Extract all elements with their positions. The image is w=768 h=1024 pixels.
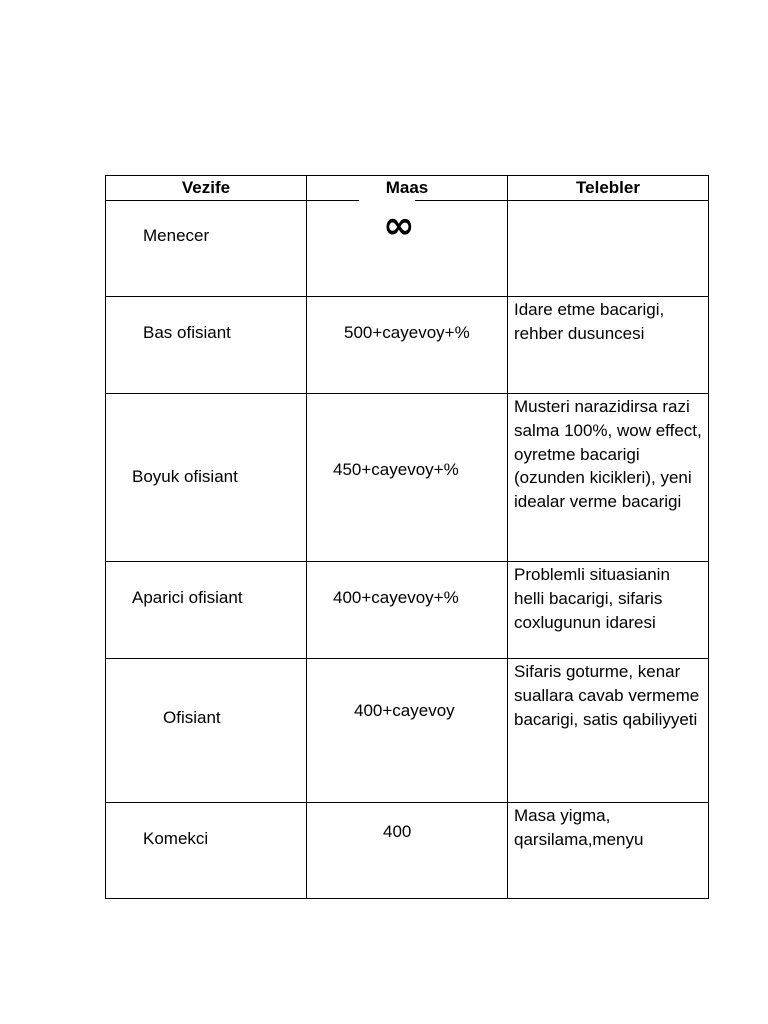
cell-requirements: [508, 803, 709, 899]
cell-requirements: [508, 394, 709, 562]
header-position: Vezife: [106, 176, 307, 201]
requirements-text: Idare etme bacarigi, rehber dusuncesi: [514, 300, 665, 343]
position-label: Menecer: [143, 226, 210, 245]
header-salary-label: Maas: [385, 178, 429, 197]
requirements-text: Musteri narazidirsa razi salma 100%, wow effect, oyretme bacarigi (ozunden kicikleri), yeni idealar verme bacarigi: [514, 397, 702, 512]
requirements-text: Masa yigma, qarsilama,menyu: [514, 806, 644, 849]
salary-value: 400+cayevoy: [354, 701, 455, 720]
cell-position: [106, 201, 307, 297]
cell-salary: [307, 659, 508, 803]
position-label: Aparici ofisiant: [132, 588, 243, 607]
requirements-text: Problemli situasianin helli bacarigi, sifaris coxlugunun idaresi: [514, 565, 670, 632]
salary-value: 450+cayevoy+%: [333, 460, 459, 479]
cell-requirements: [508, 201, 709, 297]
cell-salary: [307, 297, 508, 394]
cell-position: [106, 394, 307, 562]
salary-value: 400: [383, 822, 412, 841]
salary-value: 500+cayevoy+%: [344, 323, 470, 342]
position-label: Ofisiant: [163, 708, 221, 727]
cell-salary: [307, 201, 508, 297]
cell-salary: [307, 803, 508, 899]
table-row: [106, 394, 709, 562]
cell-requirements: [508, 562, 709, 659]
positions-table: [105, 175, 709, 899]
cell-requirements: [508, 297, 709, 394]
header-salary: [307, 176, 508, 201]
salary-value: 400+cayevoy+%: [333, 588, 459, 607]
position-label: Komekci: [143, 829, 209, 848]
position-label: Bas ofisiant: [143, 323, 231, 342]
table-row: [106, 297, 709, 394]
table-row: [106, 562, 709, 659]
cell-salary: [307, 394, 508, 562]
cell-salary: [307, 562, 508, 659]
requirements-text: Sifaris goturme, kenar suallara cavab vermeme bacarigi, satis qabiliyyeti: [514, 662, 700, 729]
cell-position: [106, 659, 307, 803]
table-row: [106, 803, 709, 899]
table-row: [106, 201, 709, 297]
infinity-symbol: ∞: [383, 203, 415, 247]
cell-position: [106, 803, 307, 899]
cell-requirements: [508, 659, 709, 803]
table-row: [106, 659, 709, 803]
header-requirements: Telebler: [508, 176, 709, 201]
cell-position: [106, 297, 307, 394]
position-label: Boyuk ofisiant: [132, 467, 238, 486]
cell-position: [106, 562, 307, 659]
table-header-row: [106, 176, 709, 201]
